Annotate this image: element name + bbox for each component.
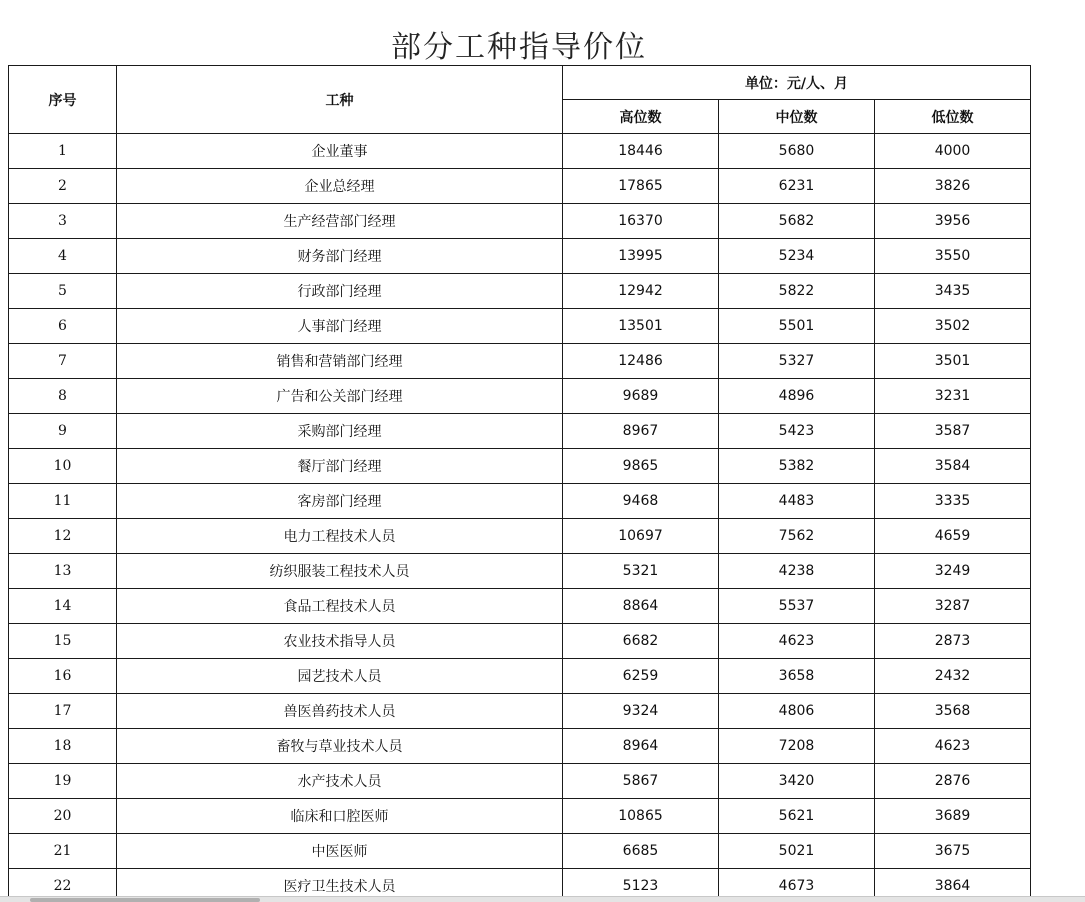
header-job: 工种	[117, 66, 563, 134]
table-row	[9, 589, 1031, 624]
table-row	[9, 309, 1031, 344]
cell-mid: 4806	[719, 694, 875, 729]
cell-low: 3335	[875, 484, 1031, 519]
cell-seq: 17	[9, 694, 117, 729]
table-row	[9, 834, 1031, 869]
cell-high: 10865	[563, 799, 719, 834]
cell-low: 4623	[875, 729, 1031, 764]
cell-mid: 5382	[719, 449, 875, 484]
cell-job: 行政部门经理	[117, 274, 563, 309]
cell-seq: 10	[9, 449, 117, 484]
cell-seq: 9	[9, 414, 117, 449]
cell-seq: 1	[9, 134, 117, 169]
cell-seq: 7	[9, 344, 117, 379]
cell-low: 3435	[875, 274, 1031, 309]
header-low: 低位数	[875, 100, 1031, 134]
cell-low: 3675	[875, 834, 1031, 869]
cell-seq: 11	[9, 484, 117, 519]
cell-high: 8864	[563, 589, 719, 624]
cell-mid: 7562	[719, 519, 875, 554]
cell-job: 水产技术人员	[117, 764, 563, 799]
cell-high: 17865	[563, 169, 719, 204]
cell-mid: 4673	[719, 869, 875, 902]
header-high: 高位数	[563, 100, 719, 134]
table-row	[9, 694, 1031, 729]
cell-seq: 6	[9, 309, 117, 344]
cell-job: 中医医师	[117, 834, 563, 869]
table-row	[9, 204, 1031, 239]
cell-mid: 5682	[719, 204, 875, 239]
cell-mid: 5501	[719, 309, 875, 344]
table-row	[9, 379, 1031, 414]
cell-high: 6685	[563, 834, 719, 869]
wage-table	[8, 65, 1031, 902]
header-seq: 序号	[9, 66, 117, 134]
cell-low: 3864	[875, 869, 1031, 902]
cell-job: 兽医兽药技术人员	[117, 694, 563, 729]
table-row	[9, 799, 1031, 834]
cell-high: 8964	[563, 729, 719, 764]
cell-job: 畜牧与草业技术人员	[117, 729, 563, 764]
cell-high: 12486	[563, 344, 719, 379]
cell-low: 3231	[875, 379, 1031, 414]
cell-high: 9865	[563, 449, 719, 484]
cell-low: 3587	[875, 414, 1031, 449]
table-row	[9, 169, 1031, 204]
cell-job: 人事部门经理	[117, 309, 563, 344]
cell-seq: 3	[9, 204, 117, 239]
horizontal-scrollbar[interactable]	[0, 896, 1085, 902]
cell-job: 医疗卫生技术人员	[117, 869, 563, 902]
table-row	[9, 659, 1031, 694]
cell-low: 3584	[875, 449, 1031, 484]
cell-mid: 5822	[719, 274, 875, 309]
cell-job: 广告和公关部门经理	[117, 379, 563, 414]
cell-high: 9689	[563, 379, 719, 414]
cell-high: 6682	[563, 624, 719, 659]
cell-mid: 5327	[719, 344, 875, 379]
page-title: 部分工种指导价位	[391, 30, 647, 65]
cell-job: 企业董事	[117, 134, 563, 169]
cell-mid: 7208	[719, 729, 875, 764]
cell-job: 临床和口腔医师	[117, 799, 563, 834]
cell-job: 餐厅部门经理	[117, 449, 563, 484]
cell-job: 销售和营销部门经理	[117, 344, 563, 379]
cell-low: 3826	[875, 169, 1031, 204]
table-row	[9, 134, 1031, 169]
cell-seq: 18	[9, 729, 117, 764]
cell-low: 3501	[875, 344, 1031, 379]
cell-seq: 20	[9, 799, 117, 834]
cell-mid: 5423	[719, 414, 875, 449]
cell-job: 采购部门经理	[117, 414, 563, 449]
cell-mid: 5621	[719, 799, 875, 834]
cell-high: 9468	[563, 484, 719, 519]
cell-low: 3956	[875, 204, 1031, 239]
cell-low: 2432	[875, 659, 1031, 694]
cell-mid: 4896	[719, 379, 875, 414]
table-row	[9, 764, 1031, 799]
header-unit: 单位：元/人、月	[563, 66, 1031, 100]
table-row	[9, 519, 1031, 554]
cell-seq: 14	[9, 589, 117, 624]
cell-mid: 5021	[719, 834, 875, 869]
table-row	[9, 344, 1031, 379]
cell-low: 4659	[875, 519, 1031, 554]
cell-low: 3249	[875, 554, 1031, 589]
cell-low: 3550	[875, 239, 1031, 274]
cell-job: 企业总经理	[117, 169, 563, 204]
cell-high: 16370	[563, 204, 719, 239]
cell-mid: 6231	[719, 169, 875, 204]
cell-seq: 13	[9, 554, 117, 589]
scrollbar-thumb[interactable]	[30, 898, 260, 902]
table-row	[9, 449, 1031, 484]
cell-mid: 4483	[719, 484, 875, 519]
cell-high: 5123	[563, 869, 719, 902]
cell-high: 13995	[563, 239, 719, 274]
cell-seq: 21	[9, 834, 117, 869]
cell-high: 9324	[563, 694, 719, 729]
cell-low: 2873	[875, 624, 1031, 659]
cell-seq: 12	[9, 519, 117, 554]
cell-high: 8967	[563, 414, 719, 449]
cell-job: 纺织服装工程技术人员	[117, 554, 563, 589]
cell-seq: 15	[9, 624, 117, 659]
table-row	[9, 554, 1031, 589]
cell-seq: 2	[9, 169, 117, 204]
cell-seq: 22	[9, 869, 117, 902]
cell-high: 18446	[563, 134, 719, 169]
table-row	[9, 274, 1031, 309]
cell-high: 10697	[563, 519, 719, 554]
cell-seq: 8	[9, 379, 117, 414]
cell-job: 园艺技术人员	[117, 659, 563, 694]
header-mid: 中位数	[719, 100, 875, 134]
cell-low: 3568	[875, 694, 1031, 729]
cell-low: 4000	[875, 134, 1031, 169]
cell-high: 5321	[563, 554, 719, 589]
cell-high: 12942	[563, 274, 719, 309]
cell-low: 3502	[875, 309, 1031, 344]
cell-job: 客房部门经理	[117, 484, 563, 519]
table-body	[9, 134, 1031, 902]
cell-mid: 4623	[719, 624, 875, 659]
cell-high: 13501	[563, 309, 719, 344]
cell-low: 3287	[875, 589, 1031, 624]
table-row	[9, 729, 1031, 764]
cell-job: 食品工程技术人员	[117, 589, 563, 624]
table-row	[9, 239, 1031, 274]
cell-seq: 4	[9, 239, 117, 274]
cell-job: 财务部门经理	[117, 239, 563, 274]
cell-seq: 5	[9, 274, 117, 309]
cell-mid: 4238	[719, 554, 875, 589]
table-row	[9, 484, 1031, 519]
cell-mid: 5234	[719, 239, 875, 274]
cell-high: 5867	[563, 764, 719, 799]
cell-job: 农业技术指导人员	[117, 624, 563, 659]
cell-mid: 3420	[719, 764, 875, 799]
cell-seq: 16	[9, 659, 117, 694]
cell-job: 生产经营部门经理	[117, 204, 563, 239]
cell-seq: 19	[9, 764, 117, 799]
cell-mid: 5680	[719, 134, 875, 169]
cell-low: 3689	[875, 799, 1031, 834]
cell-mid: 5537	[719, 589, 875, 624]
cell-low: 2876	[875, 764, 1031, 799]
table-row	[9, 624, 1031, 659]
header-row-top	[9, 66, 1031, 100]
table-row	[9, 414, 1031, 449]
cell-job: 电力工程技术人员	[117, 519, 563, 554]
cell-mid: 3658	[719, 659, 875, 694]
cell-high: 6259	[563, 659, 719, 694]
